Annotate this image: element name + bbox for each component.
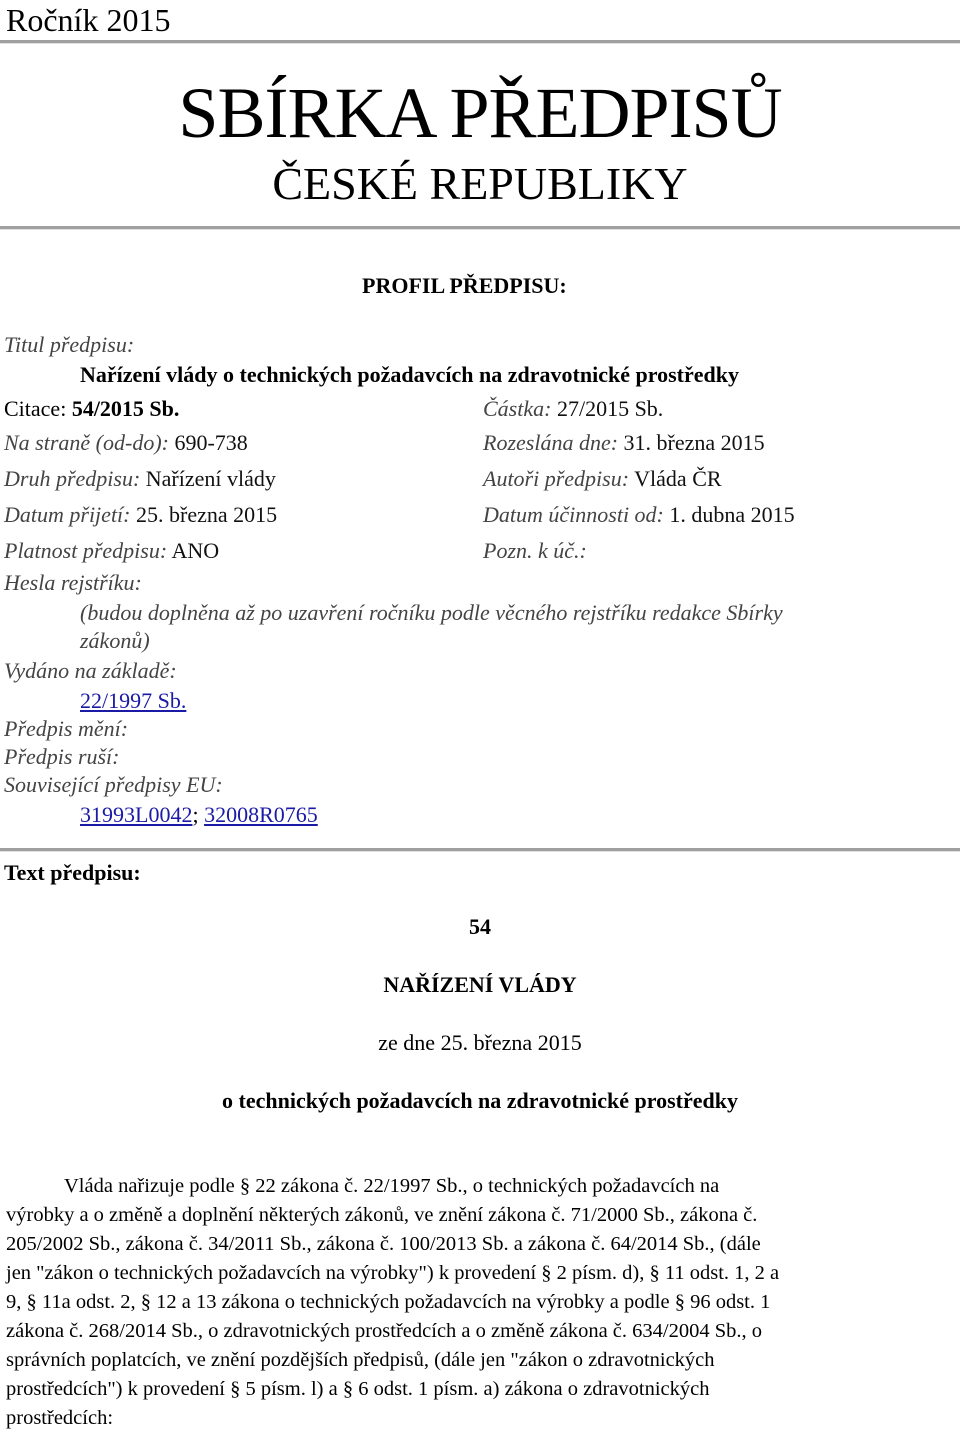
text-label: Text předpisu: — [4, 860, 141, 885]
eu-links — [80, 802, 318, 828]
body-line: Vláda nařizuje podle § 22 zákona č. 22/1997 Sb., o technických požadavcích na — [64, 1175, 720, 1197]
volume-year: Ročník 2015 — [6, 2, 171, 38]
titul-label: Titul předpisu: — [4, 332, 135, 357]
body-line: výrobky a o změně a doplnění některých zákonů, ve znění zákona č. 71/2000 Sb., zákona č. — [6, 1204, 758, 1226]
platnost-value: ANO — [171, 538, 220, 563]
body-line: 9, § 11a odst. 2, § 12 a 13 zákona o technických požadavcích na výrobky a podle § 96 odst. 1 — [6, 1291, 771, 1313]
citace-row — [4, 396, 179, 422]
body-line: prostředcích") k provedení § 5 písm. l) a § 6 odst. 1 písm. a) zákona o zdravotnických — [6, 1378, 710, 1400]
prijeti-label: Datum přijetí: — [4, 502, 131, 527]
prijeti-value: 25. března 2015 — [136, 502, 278, 527]
druh-value: Nařízení vlády — [145, 466, 276, 491]
platnost-label: Platnost předpisu: — [4, 538, 168, 563]
body-line: zákona č. 268/2014 Sb., o zdravotnických prostředcích a o změně zákona č. 634/2004 Sb., o — [6, 1320, 763, 1342]
regulation-subject: o technických požadavcích na zdravotnické prostředky — [222, 1088, 738, 1113]
strana-value: 690-738 — [174, 430, 248, 455]
profile-heading: PROFIL PŘEDPISU: — [362, 273, 567, 298]
body-line: jen "zákon o technických požadavcích na výrobky") k provedení § 2 písm. d), § 11 odst. 1, 2 a — [6, 1262, 780, 1284]
citace-value: 54/2015 Sb. — [71, 396, 180, 421]
hesla-line-2: zákonů) — [80, 628, 150, 653]
titul-value: Nařízení vlády o technických požadavcích na zdravotnické prostředky — [80, 362, 739, 387]
rozeslana-value: 31. března 2015 — [623, 430, 765, 455]
ucinnost-value: 1. dubna 2015 — [669, 502, 795, 527]
strana-row — [4, 430, 248, 456]
vydano-row — [80, 688, 186, 714]
castka-value: 27/2015 Sb. — [556, 396, 664, 421]
regulation-kind: NAŘÍZENÍ VLÁDY — [383, 972, 577, 997]
platnost-row — [4, 538, 219, 564]
vydano-label: Vydáno na základě: — [4, 658, 177, 683]
druh-label: Druh předpisu: — [4, 466, 141, 491]
prijeti-row — [4, 502, 277, 528]
collection-subtitle: ČESKÉ REPUBLIKY — [272, 158, 688, 209]
strana-label: Na straně (od-do): — [4, 430, 169, 455]
hesla-label: Hesla rejstříku: — [4, 570, 142, 595]
body-line: prostředcích: — [6, 1407, 114, 1429]
autori-row — [483, 466, 722, 492]
regulation-body — [6, 1172, 956, 1433]
eu-link-32008R0765[interactable]: 32008R0765 — [204, 802, 318, 827]
eu-separator: ; — [192, 802, 199, 827]
hesla-line-1: (budou doplněna až po uzavření ročníku podle věcného rejstříku redakce Sbírky — [80, 600, 783, 625]
castka-label: Částka: — [483, 396, 552, 421]
vydano-link[interactable]: 22/1997 Sb. — [80, 688, 187, 713]
regulation-number: 54 — [469, 914, 491, 939]
rozeslana-row — [483, 430, 765, 456]
eu-label: Související předpisy EU: — [4, 772, 223, 797]
castka-row — [483, 396, 663, 422]
ucinnost-row — [483, 502, 795, 528]
druh-row — [4, 466, 276, 492]
rusi-label: Předpis ruší: — [4, 744, 120, 769]
body-line: 205/2002 Sb., zákona č. 34/2011 Sb., zákona č. 100/2013 Sb. a zákona č. 64/2014 Sb., (dále — [6, 1233, 761, 1255]
pozn-label: Pozn. k úč.: — [483, 538, 587, 563]
autori-value: Vláda ČR — [634, 466, 722, 491]
divider-text — [0, 848, 960, 852]
autori-label: Autoři předpisu: — [483, 466, 630, 491]
citace-label: Citace: — [4, 396, 67, 421]
regulation-date: ze dne 25. března 2015 — [378, 1030, 582, 1055]
divider-top — [0, 40, 960, 44]
ucinnost-label: Datum účinnosti od: — [483, 502, 664, 527]
divider-title — [0, 226, 960, 230]
meni-label: Předpis mění: — [4, 716, 129, 741]
eu-link-31993L0042[interactable]: 31993L0042 — [80, 802, 193, 827]
rozeslana-label: Rozeslána dne: — [483, 430, 619, 455]
collection-title: SBÍRKA PŘEDPISŮ — [178, 73, 782, 153]
body-line: správních poplatcích, ve znění pozdějších předpisů, (dále jen "zákon o zdravotnických — [6, 1349, 715, 1371]
